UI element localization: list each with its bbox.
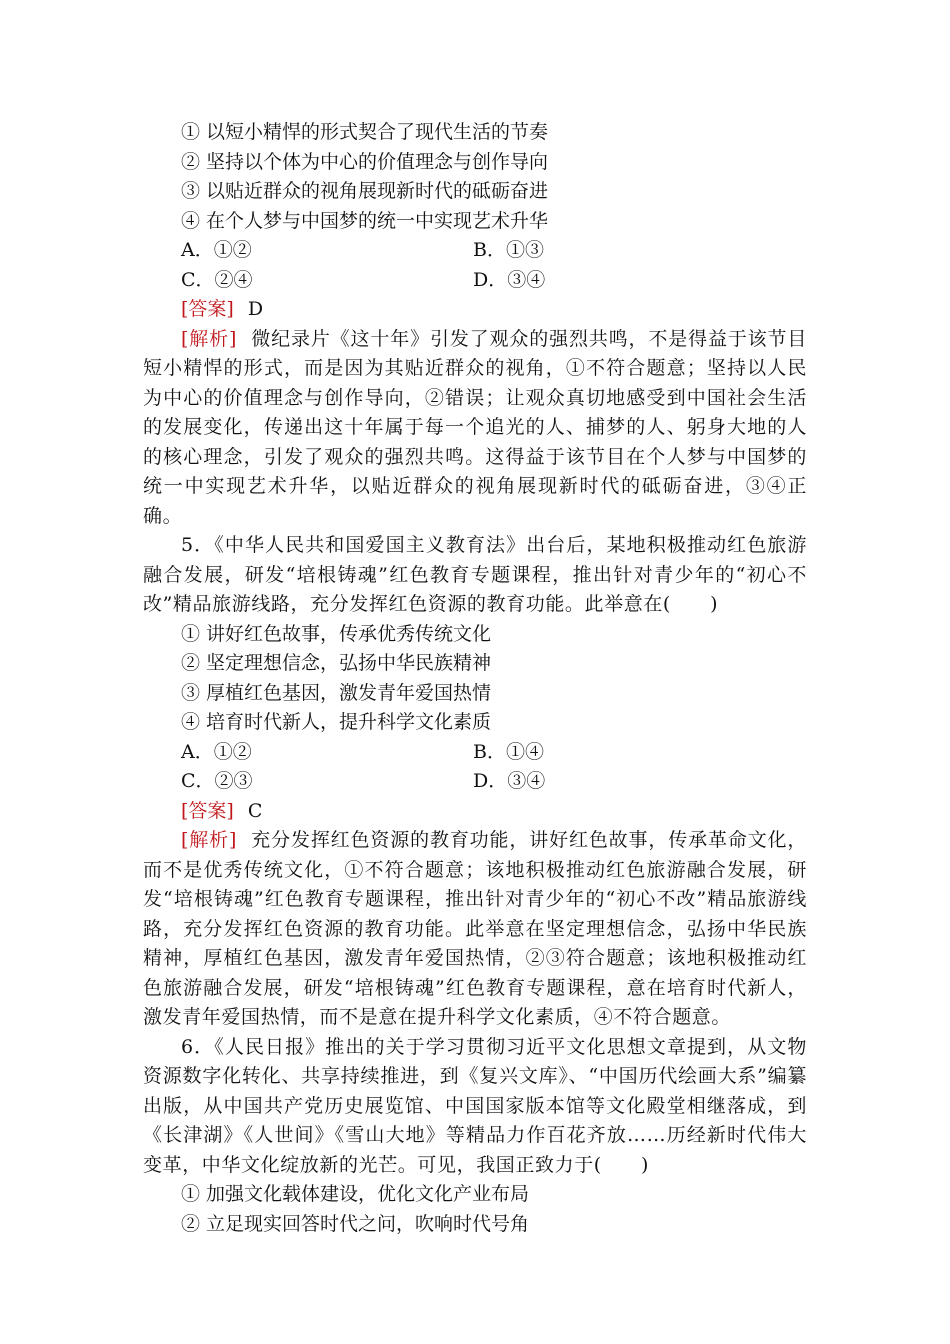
document-body — [143, 118, 807, 1239]
q5-answer — [143, 797, 807, 827]
analysis-text: 微纪录片《这十年》引发了观众的强烈共鸣，不是得益于该节目短小精悍的形式，而是因为其贴近群众的视角，①不符合题意；坚持以人民为中心的价值理念与创作导向，②错误；让观众真切地感受到中国社会生活的发展变化，传递出这十年属于每一个追光的人、捕梦的人、躬身大地的人的核心理念，引发了观众的强烈共鸣。这得益于该节目在个人梦与中国梦的统一中实现艺术升华，以贴近群众的视角展现新时代的砥砺奋进，③④正确。 — [143, 327, 807, 527]
q5-statement-1: ① 讲好红色故事，传承优秀传统文化 — [181, 622, 492, 645]
answer-value: D — [247, 298, 264, 320]
q4-analysis — [143, 325, 807, 532]
q4-answer — [143, 295, 807, 325]
q4-option-b: B．①③ — [473, 239, 544, 261]
q4-option-c: C．②④ — [181, 268, 253, 291]
q5-option-d: D．③④ — [473, 770, 546, 792]
q5-analysis — [143, 826, 807, 1033]
q4-option-d: D．③④ — [473, 268, 546, 291]
answer-value: C — [247, 799, 263, 822]
q5-options-row-2 — [143, 767, 807, 797]
q6-stem: 6．《人民日报》推出的关于学习贯彻习近平文化思想文章提到，从文物资源数字化转化、共享持续推进，到《复兴文库》、“中国历代绘画大系”编纂出版，从中国共产党历史展览馆、中国国家版本馆等文化殿堂相继落成，到《长津湖》《人世间》《雪山大地》等精品力作百花齐放……历经新时代伟大变革，中华文化绽放新的光芒。可见，我国正致力于( ) — [143, 1035, 807, 1176]
q5-option-c: C．②③ — [181, 770, 253, 792]
q4-statement-1: ① 以短小精悍的形式契合了现代生活的节奏 — [181, 121, 549, 143]
q4-options-row-2 — [143, 266, 807, 296]
analysis-tag: [解析] — [181, 829, 237, 851]
q5-statement-3: ③ 厚植红色基因，激发青年爱国热情 — [181, 681, 492, 704]
q4-options-row-1 — [143, 236, 807, 266]
q5-option-b: B．①④ — [473, 740, 544, 763]
q5-options-row-1 — [143, 738, 807, 768]
q5-option-a: A．①② — [181, 740, 252, 763]
q4-statement-4: ④ 在个人梦与中国梦的统一中实现艺术升华 — [181, 209, 549, 232]
answer-tag: [答案] — [181, 799, 234, 822]
analysis-tag: [解析] — [181, 327, 237, 350]
q4-statement-3: ③ 以贴近群众的视角展现新时代的砥砺奋进 — [181, 180, 549, 202]
q4-statement-2: ② 坚持以个体为中心的价值理念与创作导向 — [181, 150, 549, 173]
q5-statement-2: ② 坚定理想信念，弘扬中华民族精神 — [181, 652, 492, 674]
analysis-text: 充分发挥红色资源的教育功能，讲好红色故事，传承革命文化，而不是优秀传统文化，①不符合题意；该地积极推动红色旅游融合发展，研发“培根铸魂”红色教育专题课程，推出针对青少年的“初心不改”精品旅游线路，充分发挥红色资源的教育功能。此举意在坚定理想信念，弘扬中华民族精神，厚植红色基因，激发青年爱国热情，②③符合题意；该地积极推动红色旅游融合发展，研发“培根铸魂”红色教育专题课程，意在培育时代新人，激发青年爱国热情，而不是意在提升科学文化素质，④不符合题意。 — [143, 829, 807, 1028]
q4-option-a: A．①② — [181, 239, 252, 261]
q5-statement-4: ④ 培育时代新人，提升科学文化素质 — [181, 711, 492, 733]
q6-statement-2: ② 立足现实回答时代之问，吹响时代号角 — [181, 1212, 530, 1235]
answer-tag: [答案] — [181, 298, 234, 320]
q6-statement-1: ① 加强文化载体建设，优化文化产业布局 — [181, 1183, 530, 1205]
q5-stem: 5．《中华人民共和国爱国主义教育法》出台后，某地积极推动红色旅游融合发展，研发“培根铸魂”红色教育专题课程，推出针对青少年的“初心不改”精品旅游线路，充分发挥红色资源的教育功能。此举意在( ) — [143, 534, 807, 615]
